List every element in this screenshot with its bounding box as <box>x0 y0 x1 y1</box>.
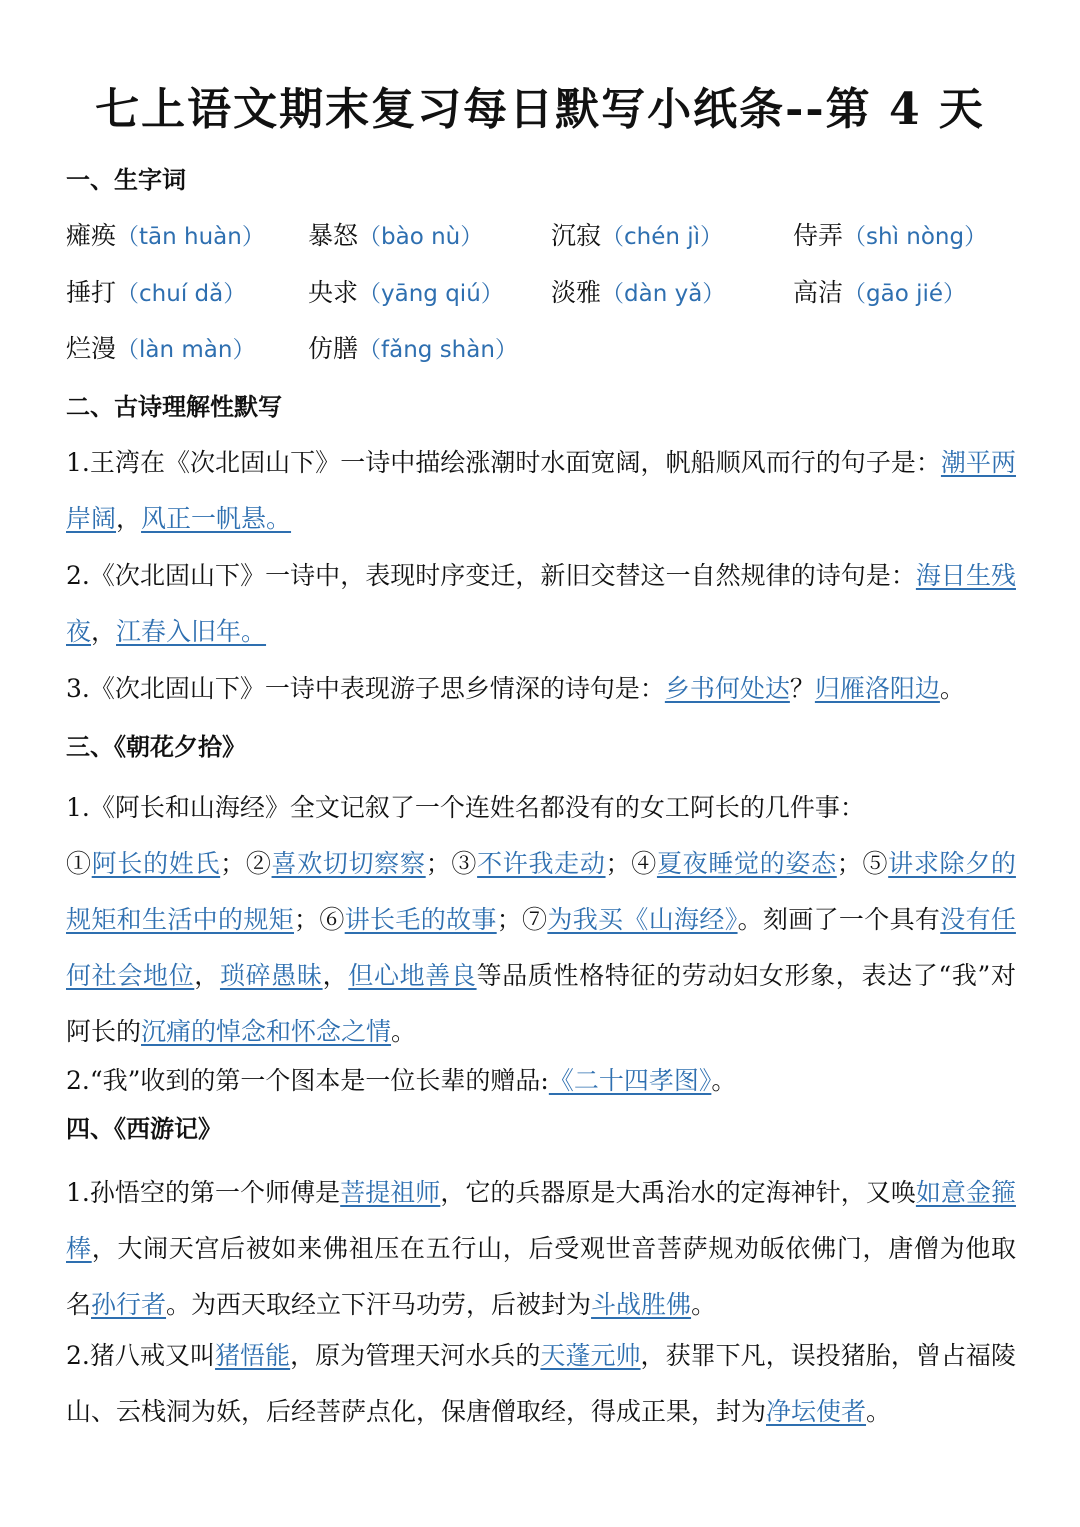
vocab-item <box>66 332 255 367</box>
question-text: 。 <box>391 1017 417 1046</box>
vocab-item <box>551 276 725 311</box>
answer-text: 琐碎愚昧 <box>219 961 323 990</box>
answer-text: 潮平两岸阔 <box>66 448 1016 533</box>
question-text: 1.王湾在《次北固山下》一诗中描绘涨潮时水面宽阔，帆船顺风而行的句子是： <box>66 448 941 477</box>
answer-text: 孙行者 <box>91 1290 167 1319</box>
vocab-word: 侍弄 <box>793 221 844 250</box>
answer-text: 为我买《山海经》 <box>547 905 738 934</box>
question-paragraph <box>66 548 1016 660</box>
answer-text: 喜欢切切察察 <box>271 849 426 878</box>
vocab-pinyin: （gāo jié） <box>843 281 967 307</box>
vocab-pinyin: （làn màn） <box>116 337 256 363</box>
vocab-item <box>308 219 483 254</box>
question-text: 1.《阿长和山海经》全文记叙了一个连姓名都没有的女工阿长的几件事： <box>66 793 865 822</box>
vocab-pinyin: （chén jì） <box>601 224 724 250</box>
section-heading-vocabulary: 一、生字词 <box>66 165 186 194</box>
answer-text: 天蓬元帅 <box>540 1341 641 1370</box>
answer-text: 没有任何社会地位 <box>66 905 1016 990</box>
vocab-item <box>308 332 518 367</box>
answer-text: 讲长毛的故事 <box>344 905 497 934</box>
vocab-word: 淡雅 <box>551 278 602 307</box>
vocab-word: 暴怒 <box>308 221 359 250</box>
vocab-pinyin: （fǎng shàn） <box>358 337 518 363</box>
vocab-pinyin: （tān huàn） <box>116 224 265 250</box>
vocab-word: 高洁 <box>793 278 844 307</box>
vocab-word: 央求 <box>308 278 359 307</box>
vocab-item <box>66 276 246 311</box>
answer-text: 夏夜睡觉的姿态 <box>656 849 837 878</box>
question-text: ， <box>116 504 142 533</box>
question-text: ，它的兵器原是大禹治水的定海神针，又唤 <box>440 1178 916 1207</box>
question-text: 。为西天取经立下汗马功劳，后被封为 <box>166 1290 592 1319</box>
question-paragraph <box>66 435 1016 547</box>
vocab-item <box>66 219 265 254</box>
question-text: ， <box>91 617 117 646</box>
item-number: ① <box>66 849 92 878</box>
answer-text: 阿长的姓氏 <box>91 849 221 878</box>
vocab-pinyin: （dàn yǎ） <box>601 281 726 307</box>
answer-text: 《二十四孝图》 <box>548 1066 712 1095</box>
question-text: ， <box>322 961 349 990</box>
question-text: 。 <box>939 674 965 703</box>
question-text: 1.孙悟空的第一个师傅是 <box>66 1178 341 1207</box>
vocab-item <box>793 219 987 254</box>
question-text: 。刻画了一个具有 <box>737 905 941 934</box>
vocab-word: 捶打 <box>66 278 117 307</box>
answer-text: 猪悟能 <box>215 1341 291 1370</box>
vocab-item <box>551 219 723 254</box>
answer-text: 净坛使者 <box>766 1397 867 1426</box>
item-number: ；⑦ <box>496 905 548 934</box>
question-text: 。 <box>691 1290 717 1319</box>
vocab-item <box>308 276 504 311</box>
question-text: 2.“我”收到的第一个图本是一位长辈的赠品: <box>66 1066 549 1095</box>
question-paragraph <box>66 1165 1016 1333</box>
item-number: ；② <box>220 849 272 878</box>
item-number: ；④ <box>605 849 657 878</box>
answer-text: 乡书何处达 <box>664 674 790 703</box>
vocab-item <box>793 276 966 311</box>
question-paragraph <box>66 1053 1016 1109</box>
question-text: 3.《次北固山下》一诗中表现游子思乡情深的诗句是： <box>66 674 665 703</box>
question-paragraph <box>66 661 1016 717</box>
question-text: 2.猪八戒又叫 <box>66 1341 216 1370</box>
vocab-word: 烂漫 <box>66 334 117 363</box>
vocab-pinyin: （bào nù） <box>358 224 484 250</box>
question-text: ， <box>194 961 220 990</box>
vocab-word: 瘫痪 <box>66 221 117 250</box>
item-number: ；⑥ <box>294 905 345 934</box>
answer-text: 斗战胜佛 <box>591 1290 692 1319</box>
vocab-pinyin: （shì nòng） <box>843 224 988 250</box>
question-paragraph <box>66 780 1016 1060</box>
question-text: ？ <box>789 674 815 703</box>
answer-text: 如意金箍棒 <box>66 1178 1016 1263</box>
answer-text: 沉痛的悼念和怀念之情 <box>141 1017 392 1046</box>
section-heading-poetry: 二、古诗理解性默写 <box>66 392 282 421</box>
answer-text: 海日生残夜 <box>66 561 1016 646</box>
answer-text: 风正一帆悬。 <box>141 504 292 533</box>
answer-text: 菩提祖师 <box>340 1178 441 1207</box>
answer-text: 讲求除夕的规矩和生活中的规矩 <box>66 849 1016 934</box>
question-text: 。 <box>866 1397 892 1426</box>
section-heading-xiyouji: 四、《西游记》 <box>66 1114 222 1143</box>
vocab-pinyin: （yāng qiú） <box>358 281 504 307</box>
section-heading-zhaohuaxishi: 三、《朝花夕拾》 <box>66 732 246 761</box>
item-number: ；③ <box>425 849 478 878</box>
question-text: ，获罪下凡，误投猪胎，曾占福陵山、云栈洞为妖，后经菩萨点化，保唐僧取经，得成正果，封为 <box>66 1341 1016 1426</box>
answer-text: 但心地善良 <box>348 961 477 990</box>
answer-text: 归雁洛阳边 <box>814 674 940 703</box>
question-text: ，大闹天宫后被如来佛祖压在五行山，后受观世音菩萨规劝皈依佛门，唐僧为他取名 <box>66 1234 1016 1319</box>
question-text: 2.《次北固山下》一诗中，表现时序变迁，新旧交替这一自然规律的诗句是： <box>66 561 916 590</box>
question-text: 。 <box>711 1066 737 1095</box>
item-number: ；⑤ <box>836 849 889 878</box>
question-text: ，原为管理天河水兵的 <box>290 1341 541 1370</box>
page-title: 七上语文期末复习每日默写小纸条--第 4 天 <box>95 84 985 135</box>
vocab-word: 仿膳 <box>308 334 359 363</box>
question-paragraph <box>66 1328 1016 1440</box>
question-text: 等品质性格特征的劳动妇女形象，表达了“我”对阿长的 <box>66 961 1016 1046</box>
vocab-pinyin: （chuí dǎ） <box>116 281 247 307</box>
answer-text: 江春入旧年。 <box>116 617 267 646</box>
answer-text: 不许我走动 <box>477 849 606 878</box>
vocab-word: 沉寂 <box>551 221 602 250</box>
